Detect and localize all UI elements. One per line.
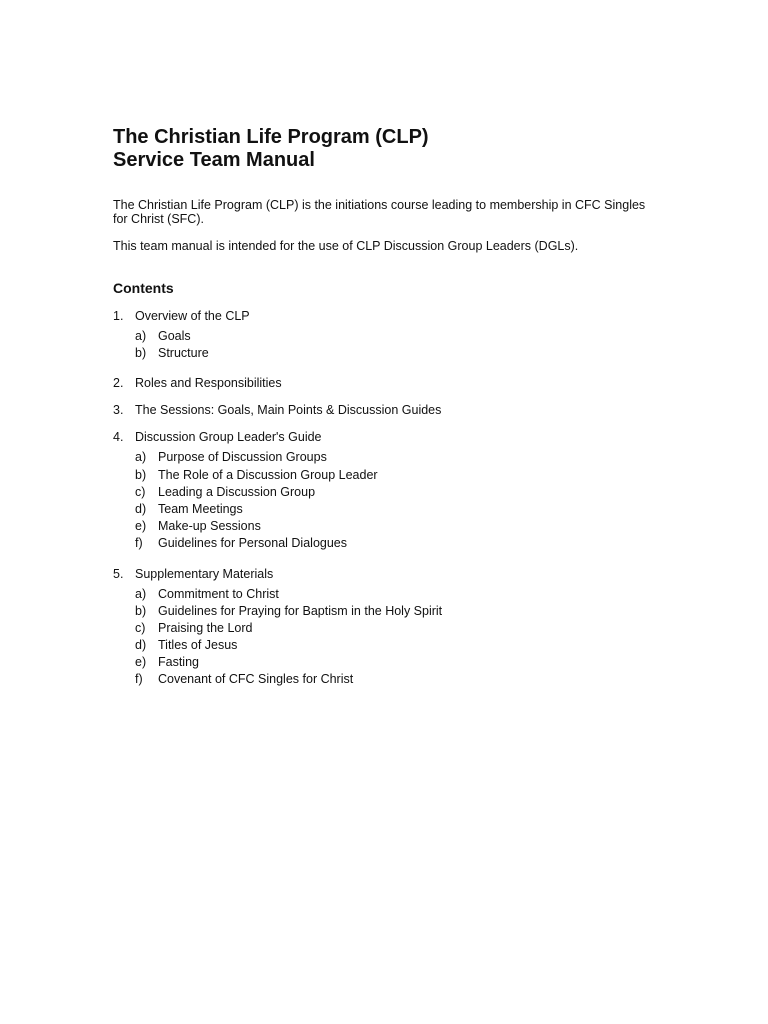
subitem-label: Commitment to Christ [158,586,279,601]
contents-section [113,430,658,553]
subitem-letter: f) [135,672,143,687]
contents-section [113,309,658,363]
intro-paragraph-2: This team manual is intended for the use of CLP Discussion Group Leaders (DGLs). [113,239,579,253]
subitem [135,329,658,346]
subitem-letter: b) [135,467,147,482]
section-subitems [113,450,658,553]
subitem-letter: a) [135,450,147,465]
section-heading [113,403,658,417]
subitem-letter: d) [135,638,147,653]
subitem [135,536,658,553]
subitem-letter: c) [135,484,146,499]
contents-section [113,376,658,390]
subitem-letter: e) [135,655,147,670]
section-number: 5. [113,566,124,581]
subitem-label: Make-up Sessions [158,519,261,534]
subitem [135,672,658,689]
section-number: 3. [113,403,124,418]
subitem [135,604,658,621]
section-label: Supplementary Materials [135,566,274,581]
subitem [135,587,658,604]
subitem [135,621,658,638]
intro-paragraph-1: The Christian Life Program (CLP) is the initiations course leading to membership in CFC Singles for Christ (SFC). [113,198,646,226]
section-heading [113,430,658,444]
section-subitems [113,587,658,690]
section-label: Discussion Group Leader's Guide [135,430,322,445]
section-number: 4. [113,430,124,445]
contents-list [113,309,658,690]
subitem-label: Purpose of Discussion Groups [158,450,327,465]
contents-section [113,567,658,690]
subitem-label: Titles of Jesus [158,638,238,653]
section-heading [113,567,658,581]
subitem [135,468,658,485]
subitem [135,519,658,536]
subitem-letter: e) [135,519,147,534]
section-label: The Sessions: Goals, Main Points & Discussion Guides [135,403,442,418]
subitem-label: The Role of a Discussion Group Leader [158,467,378,482]
subitem-label: Fasting [158,655,199,670]
subitem-letter: c) [135,620,146,635]
subitem [135,346,658,363]
section-subitems [113,329,658,363]
subitem-label: Goals [158,329,191,343]
subitem-label: Covenant of CFC Singles for Christ [158,672,354,687]
subitem-label: Team Meetings [158,501,243,516]
subitem-label: Guidelines for Praying for Baptism in the Holy Spirit [158,603,443,618]
subitem-letter: f) [135,536,143,551]
subitem-letter: a) [135,329,147,343]
subitem [135,655,658,672]
subitem [135,450,658,467]
section-heading [113,376,658,390]
subitem-label: Leading a Discussion Group [158,484,316,499]
subitem [135,638,658,655]
subitem-label: Guidelines for Personal Dialogues [158,536,347,551]
section-number: 2. [113,376,124,391]
subitem-letter: b) [135,346,147,361]
document-title [113,126,658,172]
section-heading [113,309,658,323]
subitem [135,485,658,502]
subitem [135,502,658,519]
subitem-letter: b) [135,603,147,618]
contents-section [113,403,658,417]
section-number: 1. [113,309,124,323]
section-label: Roles and Responsibilities [135,376,282,391]
contents-heading: Contents [113,280,174,296]
subitem-label: Praising the Lord [158,620,253,635]
subitem-letter: d) [135,501,147,516]
title-line-2: Service Team Manual [113,149,315,171]
title-line-1: The Christian Life Program (CLP) [113,126,429,148]
subitem-letter: a) [135,586,147,601]
section-label: Overview of the CLP [135,309,250,323]
subitem-label: Structure [158,346,209,361]
document-page [113,126,658,690]
